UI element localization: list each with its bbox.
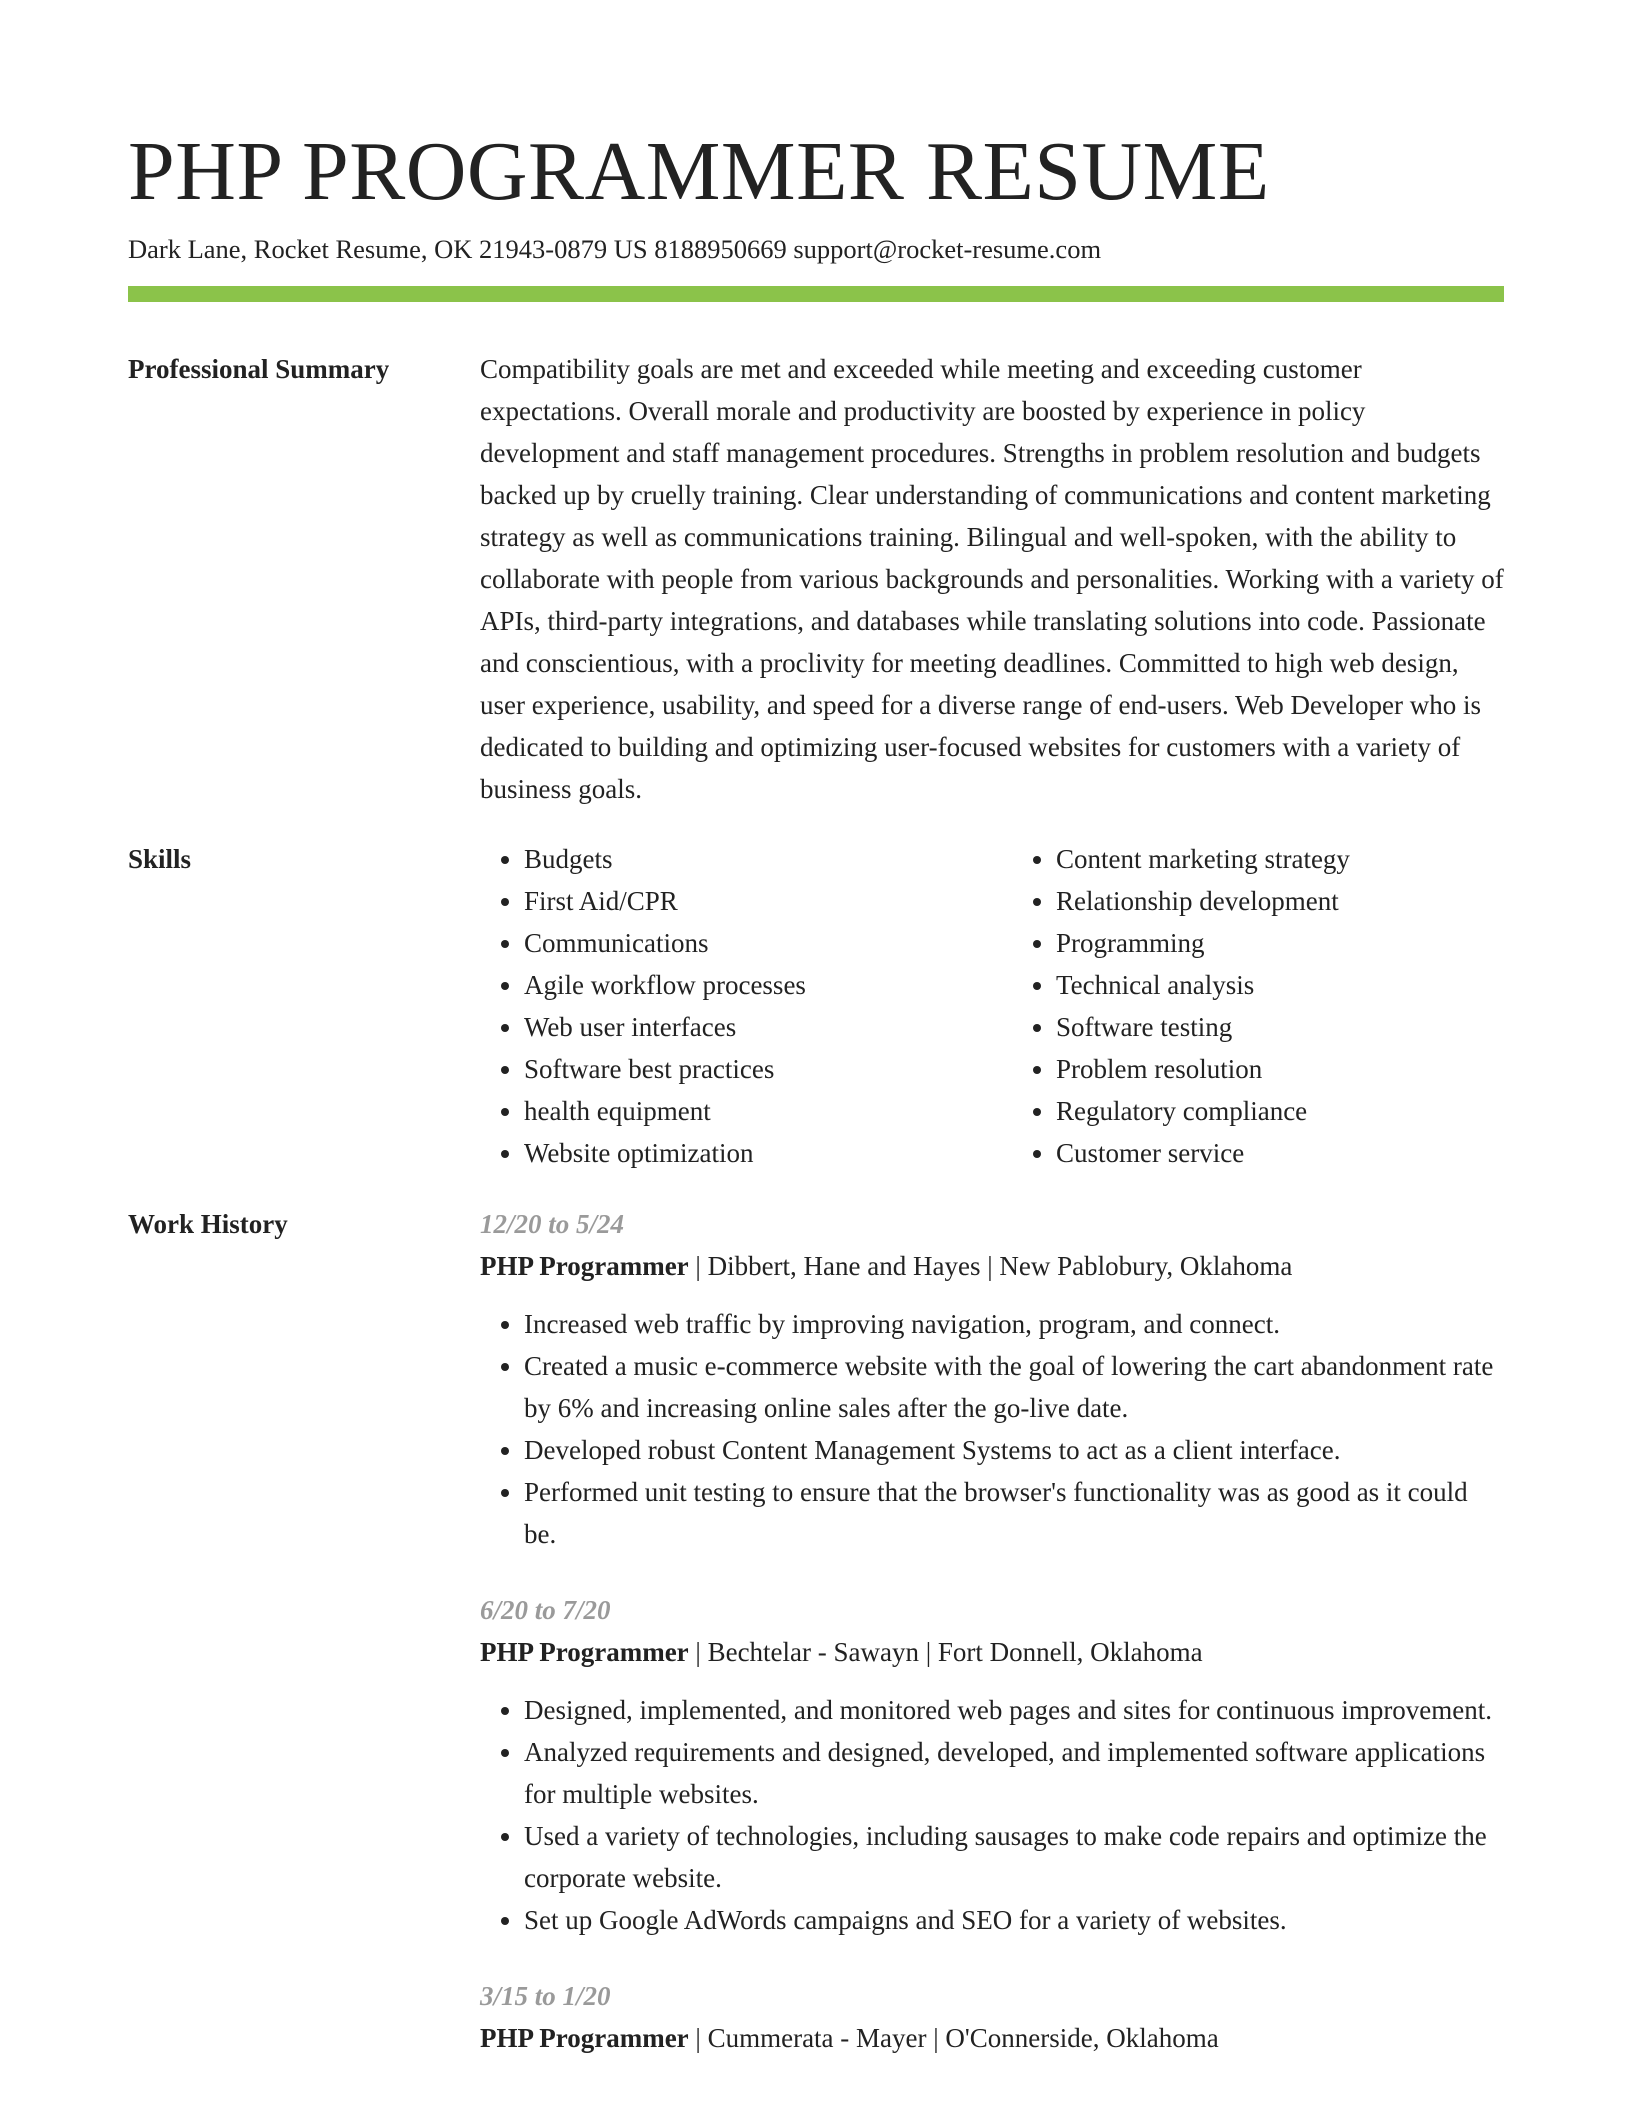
job-title: PHP Programmer	[480, 1251, 689, 1281]
skill-item: • health equipment	[524, 1090, 972, 1132]
job-bullets	[480, 1303, 1504, 1555]
skill-item: • Customer service	[1056, 1132, 1504, 1174]
resume-title: PHP PROGRAMMER RESUME	[128, 125, 1270, 218]
skill-item: • Website optimization	[524, 1132, 972, 1174]
job-title-line	[480, 1245, 1504, 1287]
job-dates: 3/15 to 1/20	[480, 1981, 611, 2011]
skill-item: • Software testing	[1056, 1006, 1504, 1048]
job-bullet: • Performed unit testing to ensure that the browser's functionality was as good as it could be.	[524, 1471, 1504, 1555]
job-entry	[480, 1203, 1504, 1555]
summary-label: Professional Summary	[128, 354, 390, 384]
job-bullet: • Developed robust Content Management Systems to act as a client interface.	[524, 1429, 1504, 1471]
job-dates: 12/20 to 5/24	[480, 1209, 625, 1239]
skills-list-right	[1012, 838, 1504, 1174]
skill-item: • Web user interfaces	[524, 1006, 972, 1048]
job-dates: 6/20 to 7/20	[480, 1595, 611, 1625]
skill-item: • First Aid/CPR	[524, 880, 972, 922]
job-entry	[480, 1589, 1504, 1941]
job-bullet: • Designed, implemented, and monitored web pages and sites for continuous improvement.	[524, 1689, 1504, 1731]
summary-body	[480, 348, 1504, 810]
job-bullet: • Increased web traffic by improving navigation, program, and connect.	[524, 1303, 1504, 1345]
skills-body	[480, 838, 1504, 1174]
job-title: PHP Programmer	[480, 1637, 689, 1667]
skill-item: • Relationship development	[1056, 880, 1504, 922]
skill-item: • Technical analysis	[1056, 964, 1504, 1006]
job-title-line	[480, 2017, 1504, 2059]
job-bullet: • Set up Google AdWords campaigns and SEO for a variety of websites.	[524, 1899, 1504, 1941]
skill-item: • Software best practices	[524, 1048, 972, 1090]
work-history-label: Work History	[128, 1209, 288, 1239]
job-entry	[480, 1975, 1504, 2059]
job-bullet: • Created a music e-commerce website with the goal of lowering the cart abandonment rate by 6% and increasing online sales after the go-live date.	[524, 1345, 1504, 1429]
job-details: | Bechtelar - Sawayn | Fort Donnell, Oklahoma	[688, 1637, 1203, 1667]
work-history-body	[480, 1203, 1504, 2093]
job-bullet: • Used a variety of technologies, including sausages to make code repairs and optimize the corporate website.	[524, 1815, 1504, 1899]
skills-columns	[480, 838, 1504, 1174]
skill-item: • Content marketing strategy	[1056, 838, 1504, 880]
job-bullets	[480, 1689, 1504, 1941]
skill-item: • Communications	[524, 922, 972, 964]
contact-line: Dark Lane, Rocket Resume, OK 21943-0879 US 8188950669 support@rocket-resume.com	[128, 234, 1102, 264]
skill-item: • Regulatory compliance	[1056, 1090, 1504, 1132]
job-title-line	[480, 1631, 1504, 1673]
skill-item: • Programming	[1056, 922, 1504, 964]
skills-list-left	[480, 838, 972, 1174]
job-bullet: • Analyzed requirements and designed, developed, and implemented software applications for multiple websites.	[524, 1731, 1504, 1815]
job-details: | Dibbert, Hane and Hayes | New Pablobury, Oklahoma	[688, 1251, 1293, 1281]
skills-label: Skills	[128, 844, 192, 874]
skill-item: • Budgets	[524, 838, 972, 880]
skill-item: • Agile workflow processes	[524, 964, 972, 1006]
summary-text: Compatibility goals are met and exceeded while meeting and exceeding customer expectations. Overall morale and productivity are boosted by experience in policy development and staff management procedures. Strengths in problem resolution and budgets backed up by cruelly training. Clear understanding of communications and content marketing strategy as well as communications training. Bilingual and well-spoken, with the ability to collaborate with people from various backgrounds and personalities. Working with a variety of APIs, third-party integrations, and databases while translating solutions into code. Passionate and conscientious, with a proclivity for meeting deadlines. Committed to high web design, user experience, usability, and speed for a diverse range of end-users. Web Developer who is dedicated to building and optimizing user-focused websites for customers with a variety of business goals.	[480, 354, 1504, 804]
job-title: PHP Programmer	[480, 2023, 689, 2053]
job-details: | Cummerata - Mayer | O'Connerside, Oklahoma	[688, 2023, 1219, 2053]
header-divider	[128, 286, 1504, 302]
skill-item: • Problem resolution	[1056, 1048, 1504, 1090]
